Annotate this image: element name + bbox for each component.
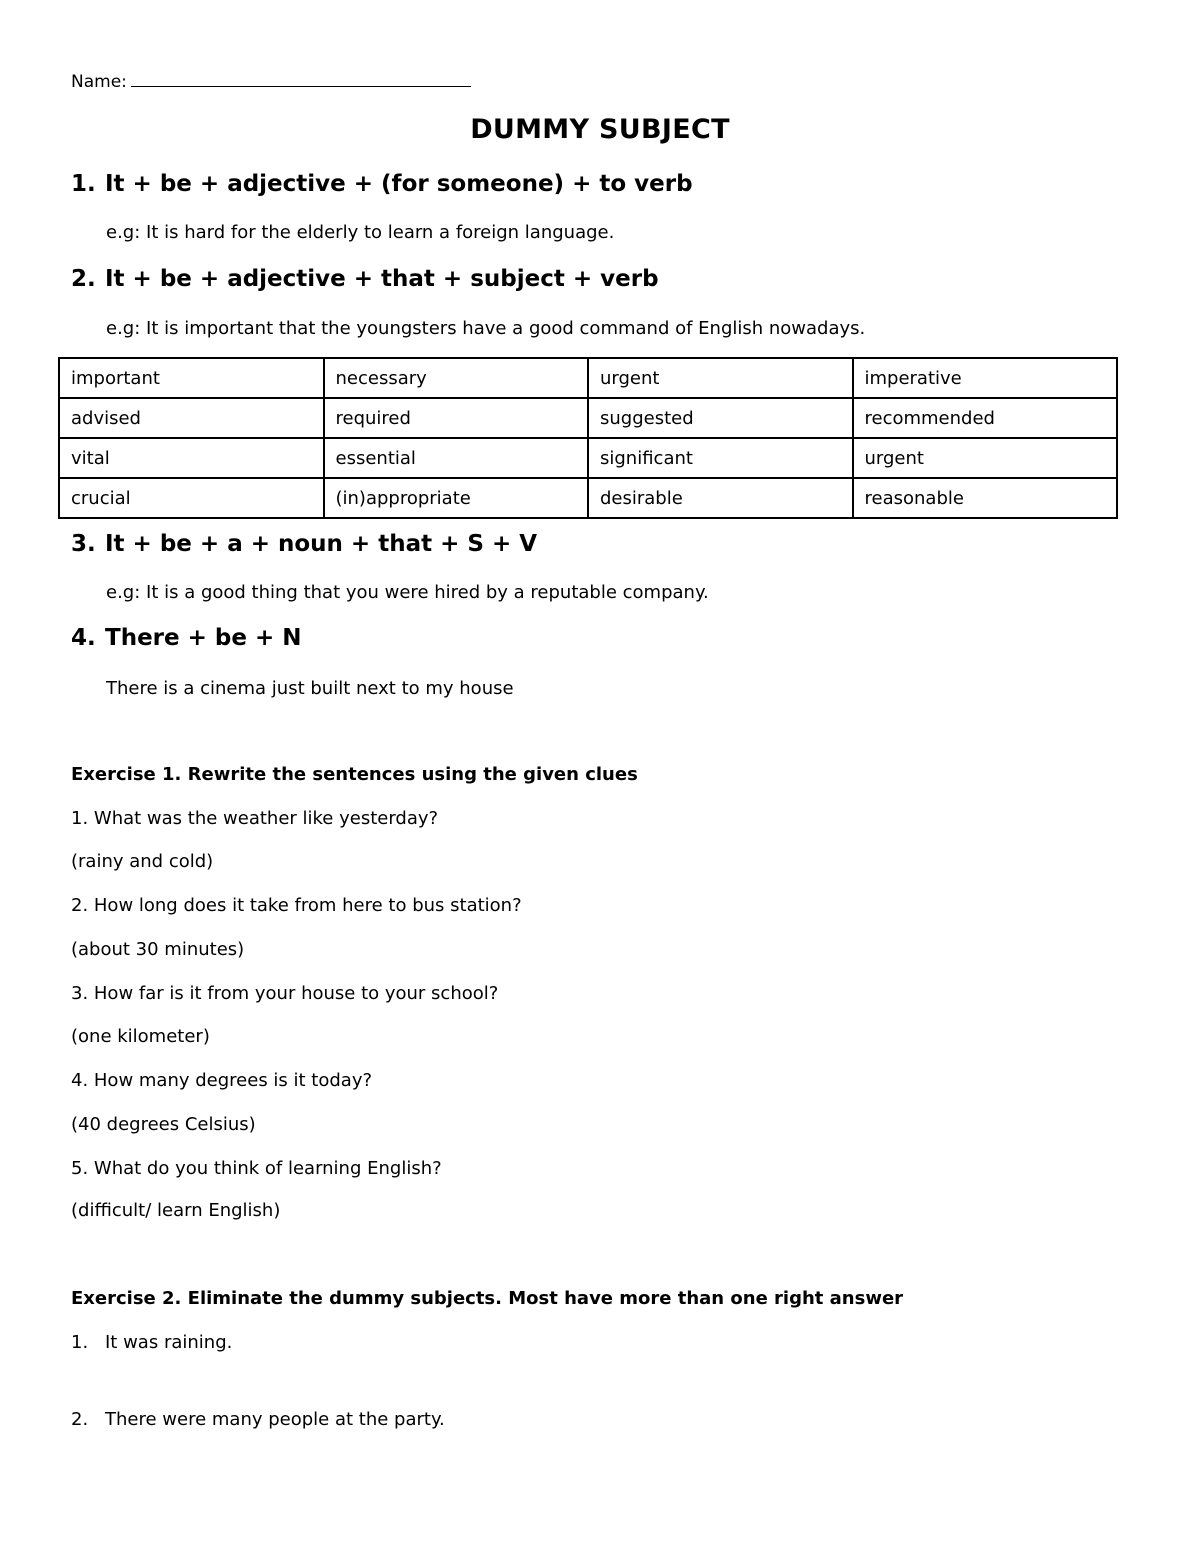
section-1-example: e.g: It is hard for the elderly to learn a foreign language. — [106, 222, 615, 243]
table-cell: urgent — [853, 438, 1118, 478]
table-cell: important — [59, 358, 324, 398]
item-text: It was raining. — [105, 1332, 233, 1353]
table-cell: essential — [324, 438, 589, 478]
table-cell: required — [324, 398, 589, 438]
table-cell: necessary — [324, 358, 589, 398]
exercise-1-clue: (about 30 minutes) — [71, 939, 245, 960]
name-field — [71, 72, 471, 92]
exercise-2-title: Exercise 2. Eliminate the dummy subjects. Most have more than one right answer — [71, 1288, 904, 1309]
exercise-2-item — [71, 1409, 445, 1430]
table-cell: reasonable — [853, 478, 1118, 518]
table-cell: advised — [59, 398, 324, 438]
exercise-1-clue: (rainy and cold) — [71, 851, 214, 872]
table-cell: significant — [588, 438, 853, 478]
section-3-example: e.g: It is a good thing that you were hired by a reputable company. — [106, 582, 709, 603]
exercise-1-title: Exercise 1. Rewrite the sentences using the given clues — [71, 764, 638, 785]
section-formula: It + be + adjective + that + subject + verb — [105, 266, 659, 292]
table-cell: vital — [59, 438, 324, 478]
exercise-1-clue: (one kilometer) — [71, 1026, 210, 1047]
name-label: Name: — [71, 72, 127, 92]
item-text: There were many people at the party. — [105, 1409, 445, 1430]
page-title: DUMMY SUBJECT — [470, 114, 730, 145]
exercise-1-question: 4. How many degrees is it today? — [71, 1070, 373, 1091]
name-blank-line — [131, 72, 471, 87]
section-1-heading — [71, 171, 693, 197]
section-3-heading — [71, 531, 537, 557]
exercise-1-question: 1. What was the weather like yesterday? — [71, 808, 439, 829]
table-cell: recommended — [853, 398, 1118, 438]
table-row — [59, 438, 1117, 478]
exercise-1-clue: (difficult/ learn English) — [71, 1200, 281, 1221]
item-number: 2. — [71, 1409, 89, 1430]
section-4-heading — [71, 625, 302, 651]
item-number: 1. — [71, 1332, 89, 1353]
section-number: 3. — [71, 531, 96, 557]
section-number: 2. — [71, 266, 96, 292]
section-formula: It + be + a + noun + that + S + V — [105, 531, 538, 557]
section-2-example: e.g: It is important that the youngsters have a good command of English nowadays. — [106, 318, 866, 339]
section-formula: It + be + adjective + (for someone) + to verb — [105, 171, 693, 197]
table-cell: (in)appropriate — [324, 478, 589, 518]
adjective-table — [58, 357, 1118, 519]
exercise-1-clue: (40 degrees Celsius) — [71, 1114, 256, 1135]
exercise-1-question: 2. How long does it take from here to bus station? — [71, 895, 522, 916]
table-row — [59, 398, 1117, 438]
table-cell: desirable — [588, 478, 853, 518]
table-cell: imperative — [853, 358, 1118, 398]
table-cell: urgent — [588, 358, 853, 398]
table-cell: crucial — [59, 478, 324, 518]
section-number: 4. — [71, 625, 96, 651]
table-row — [59, 358, 1117, 398]
table-row — [59, 478, 1117, 518]
section-4-example: There is a cinema just built next to my house — [106, 678, 514, 699]
exercise-1-question: 3. How far is it from your house to your school? — [71, 983, 499, 1004]
table-cell: suggested — [588, 398, 853, 438]
section-2-heading — [71, 266, 659, 292]
section-number: 1. — [71, 171, 96, 197]
exercise-1-question: 5. What do you think of learning English? — [71, 1158, 442, 1179]
section-formula: There + be + N — [105, 625, 302, 651]
exercise-2-item — [71, 1332, 232, 1353]
